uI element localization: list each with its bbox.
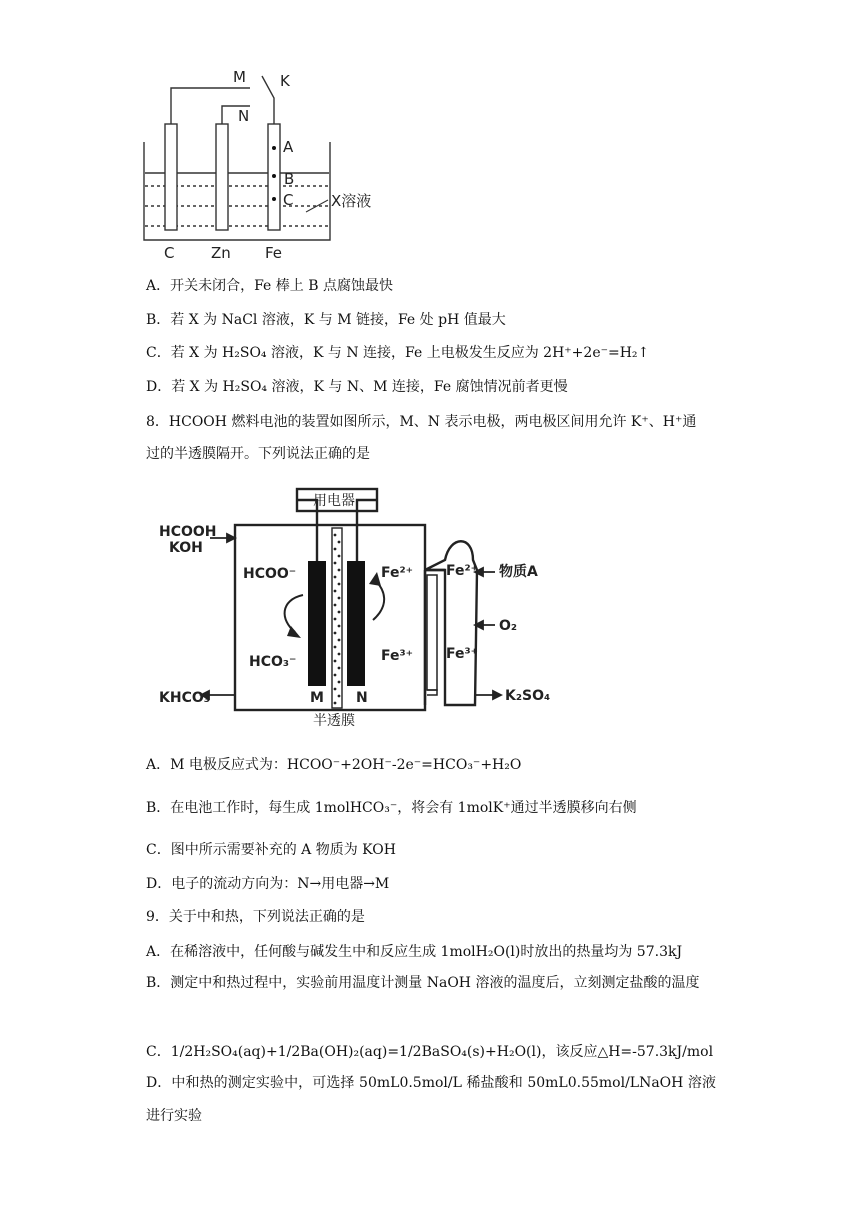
q8-option-c: C．图中所示需要补充的 A 物质为 KOH: [146, 842, 396, 858]
electrode-label-n: N: [356, 690, 368, 706]
electrode-label-m: M: [310, 690, 324, 706]
label-B: B: [284, 170, 295, 188]
q7-option-b: B．若 X 为 NaCl 溶液，K 与 M 链接，Fe 处 pH 值最大: [146, 312, 506, 328]
label-N: N: [238, 107, 250, 125]
q8-option-b: B．在电池工作时，每生成 1molHCO₃⁻，将会有 1molK⁺通过半透膜移向右侧: [146, 800, 637, 816]
fuel-cell-figure: [155, 480, 575, 730]
ion-fe2-electrode-label: Fe²⁺: [381, 565, 414, 581]
q9-option-a: A．在稀溶液中，任何酸与碱发生中和反应生成 1molH₂O(l)时放出的热量均为 57.3kJ: [146, 944, 683, 960]
ion-fe3-electrode-label: Fe³⁺: [381, 648, 414, 664]
q7-option-d: D．若 X 为 H₂SO₄ 溶液，K 与 N、M 连接，Fe 腐蚀情况前者更慢: [146, 379, 568, 395]
q8-option-d: D．电子的流动方向为：N→用电器→M: [146, 876, 390, 892]
q9-option-d: D．中和热的测定实验中，可选择 50mL0.5mol/L 稀盐酸和 50mL0.55mol/LNaOH 溶液进行实验: [146, 1075, 716, 1124]
label-x-solution: X溶液: [331, 192, 372, 210]
electrochemistry-figure-1: [130, 60, 400, 270]
appliance-label: 用电器: [313, 493, 355, 509]
q8-stem-line-1: 8．HCOOH 燃料电池的装置如图所示，M、N 表示电极，两电极区间用允许 K⁺、H⁺通: [146, 414, 697, 430]
label-K: K: [280, 72, 290, 90]
outlet-k2so4: K₂SO₄: [505, 688, 551, 704]
label-C-point: C: [283, 191, 294, 209]
side-tank-fe2-label: Fe²⁺: [446, 563, 479, 579]
electrode-label-fe: Fe: [265, 244, 283, 262]
substance-a-label: 物质A: [499, 564, 538, 580]
side-tank-fe3-label: Fe³⁺: [446, 646, 479, 662]
ion-hcoo-label: HCOO⁻: [243, 566, 297, 582]
q9-stem: 9．关于中和热，下列说法正确的是: [146, 909, 365, 925]
electrode-label-zn: Zn: [211, 244, 231, 262]
q9-option-c: C．1/2H₂SO₄(aq)+1/2Ba(OH)₂(aq)=1/2BaSO₄(s)+H₂O(l)，该反应△H=-57.3kJ/mol: [146, 1044, 714, 1060]
ion-hco3-label: HCO₃⁻: [249, 654, 297, 670]
inlet-koh: KOH: [169, 540, 203, 556]
inlet-hcooh: HCOOH: [159, 524, 217, 540]
q9-option-b: B．测定中和热过程中，实验前用温度计测量 NaOH 溶液的温度后，立刻测定盐酸的温度: [146, 975, 700, 991]
q8-option-a: A．M 电极反应式为：HCOO⁻+2OH⁻-2e⁻=HCO₃⁻+H₂O: [146, 757, 522, 773]
electrode-label-c: C: [164, 244, 175, 262]
q8-stem-line-2: 过的半透膜隔开。下列说法正确的是: [146, 446, 370, 462]
o2-label: O₂: [499, 618, 518, 634]
q7-option-a: A．开关未闭合，Fe 棒上 B 点腐蚀最快: [146, 278, 393, 294]
q7-option-c: C．若 X 为 H₂SO₄ 溶液，K 与 N 连接，Fe 上电极发生反应为 2H⁺+2e⁻=H₂↑: [146, 345, 650, 361]
outlet-khco3: KHCO₃: [159, 690, 210, 706]
label-M: M: [233, 68, 246, 86]
label-A: A: [283, 138, 294, 156]
membrane-label: 半透膜: [313, 713, 355, 729]
